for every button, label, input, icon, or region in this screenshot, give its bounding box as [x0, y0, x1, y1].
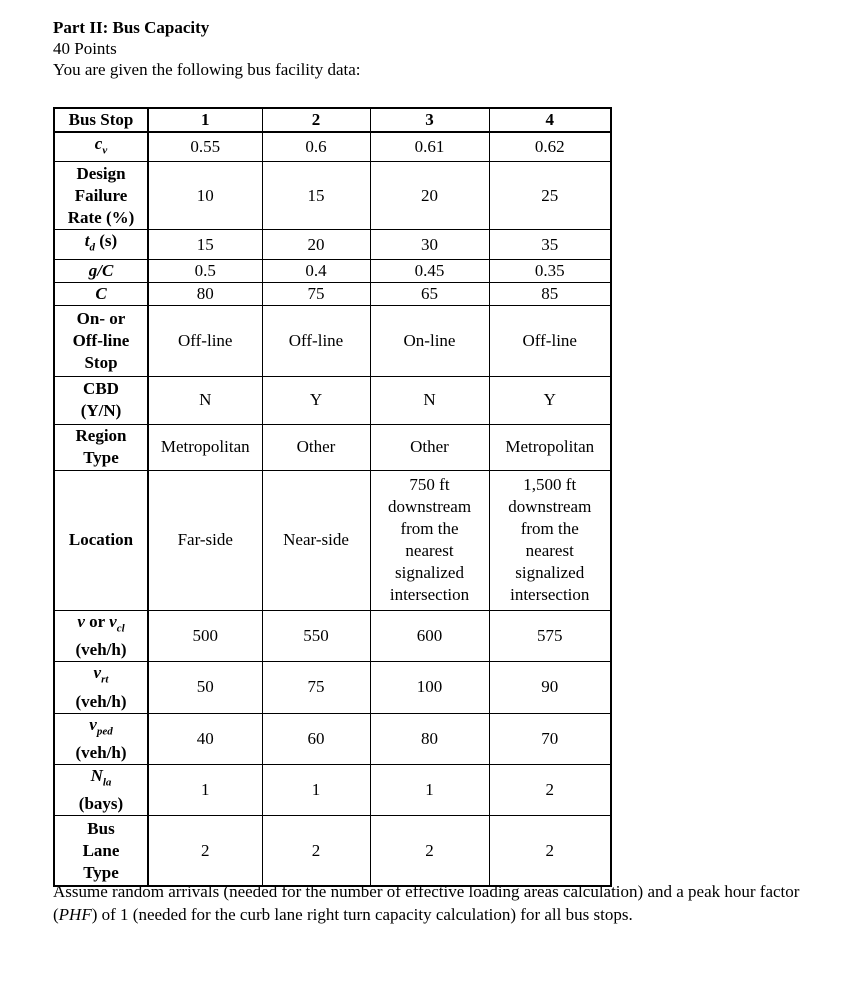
table-cell: 75: [262, 282, 370, 305]
stop-number: 3: [370, 108, 489, 132]
table-cell: 2: [370, 816, 489, 886]
row-label-bus-lane-type: Bus Lane Type: [54, 816, 148, 886]
table-row: [54, 108, 611, 132]
table-cell: Off-line: [148, 305, 262, 376]
table-cell: 80: [148, 282, 262, 305]
assumption-note: Assume random arrivals (needed for the number of effective loading areas calculation) and a peak hour factor (PHF) of 1 (needed for the curb lane right turn capacity calculation) for all bus stops.: [53, 882, 800, 924]
table-cell: 10: [148, 162, 262, 230]
table-row: [54, 230, 611, 259]
row-label-vped: $v_{ped}$ (veh/h): [54, 713, 148, 764]
table-row: [54, 132, 611, 162]
table-cell: 0.61: [370, 132, 489, 162]
table-row: [54, 376, 611, 424]
table-cell: 1: [370, 764, 489, 815]
table-cell: 2: [148, 816, 262, 886]
table-cell: 0.62: [489, 132, 611, 162]
table-row: [54, 282, 611, 305]
table-cell: 15: [262, 162, 370, 230]
table-cell: 80: [370, 713, 489, 764]
table-row: [54, 162, 611, 230]
table-cell: 25: [489, 162, 611, 230]
table-cell: 35: [489, 230, 611, 259]
row-label-cv: $c_v$: [54, 132, 148, 162]
table-cell: Near-side: [262, 470, 370, 610]
table-cell: 550: [262, 610, 370, 661]
table-cell: 0.6: [262, 132, 370, 162]
row-label-gc: g/C: [54, 259, 148, 282]
table-cell: 0.45: [370, 259, 489, 282]
row-label-c: C: [54, 282, 148, 305]
table-cell: 2: [262, 816, 370, 886]
row-label-bus-stop: Bus Stop: [54, 108, 148, 132]
row-label-cbd: CBD (Y/N): [54, 376, 148, 424]
section-title: Part II: Bus Capacity: [53, 18, 210, 37]
table-row: [54, 816, 611, 886]
table-cell: 15: [148, 230, 262, 259]
table-cell: 65: [370, 282, 489, 305]
table-cell: 0.4: [262, 259, 370, 282]
table-cell: Metropolitan: [489, 424, 611, 470]
row-label-location: Location: [54, 470, 148, 610]
table-row: [54, 259, 611, 282]
table-cell: On-line: [370, 305, 489, 376]
stop-number: 1: [148, 108, 262, 132]
table-cell: 1,500 ft downstream from the nearest signalized intersection: [489, 470, 611, 610]
table-cell: 20: [370, 162, 489, 230]
table-row: [54, 470, 611, 610]
table-cell: Y: [489, 376, 611, 424]
row-label-vrt: $v_{rt}$ (veh/h): [54, 662, 148, 713]
table-cell: 500: [148, 610, 262, 661]
table-cell: 60: [262, 713, 370, 764]
table-row: [54, 662, 611, 713]
table-cell: 0.5: [148, 259, 262, 282]
table-cell: Off-line: [489, 305, 611, 376]
table-cell: 50: [148, 662, 262, 713]
table-row: [54, 424, 611, 470]
table-cell: 90: [489, 662, 611, 713]
table-cell: 1: [262, 764, 370, 815]
table-cell: Off-line: [262, 305, 370, 376]
table-row: [54, 305, 611, 376]
table-cell: 70: [489, 713, 611, 764]
bus-facility-table: [53, 107, 612, 887]
table-row: [54, 713, 611, 764]
table-row: [54, 764, 611, 815]
problem-header: [53, 17, 361, 80]
stop-number: 4: [489, 108, 611, 132]
stop-number: 2: [262, 108, 370, 132]
row-label-v: v or $v_{cl}$ (veh/h): [54, 610, 148, 661]
table-cell: Far-side: [148, 470, 262, 610]
table-row: [54, 610, 611, 661]
table-cell: 0.35: [489, 259, 611, 282]
row-label-nla: $N_{la}$ (bays): [54, 764, 148, 815]
table-cell: Other: [370, 424, 489, 470]
table-cell: 575: [489, 610, 611, 661]
table-cell: 20: [262, 230, 370, 259]
table-cell: N: [148, 376, 262, 424]
table-cell: 100: [370, 662, 489, 713]
table-cell: 600: [370, 610, 489, 661]
row-label-region-type: Region Type: [54, 424, 148, 470]
table-cell: 2: [489, 764, 611, 815]
row-label-stop-type: On- or Off-line Stop: [54, 305, 148, 376]
table-cell: Other: [262, 424, 370, 470]
table-cell: 2: [489, 816, 611, 886]
table-cell: 75: [262, 662, 370, 713]
table-cell: 750 ft downstream from the nearest signalized intersection: [370, 470, 489, 610]
table-cell: 40: [148, 713, 262, 764]
table-cell: N: [370, 376, 489, 424]
table-cell: 1: [148, 764, 262, 815]
row-label-failure-rate: Design Failure Rate (%): [54, 162, 148, 230]
table-cell: Y: [262, 376, 370, 424]
table-cell: 0.55: [148, 132, 262, 162]
points-label: 40 Points: [53, 39, 117, 58]
table-cell: Metropolitan: [148, 424, 262, 470]
table-cell: 30: [370, 230, 489, 259]
table-cell: 85: [489, 282, 611, 305]
intro-text: You are given the following bus facility data:: [53, 60, 361, 79]
row-label-td: $t_d$ (s): [54, 230, 148, 259]
